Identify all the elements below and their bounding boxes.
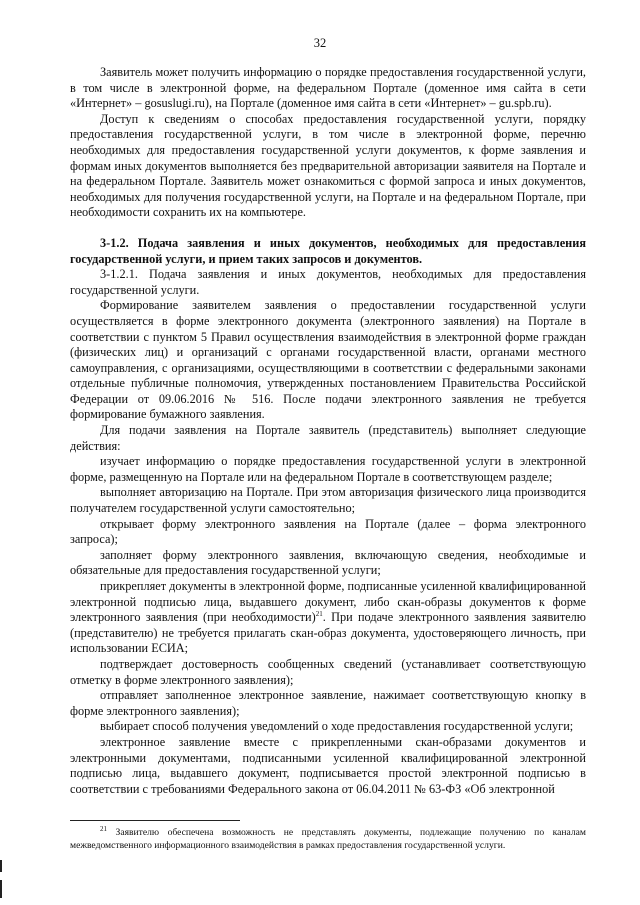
- paragraph: 3-1.2.1. Подача заявления и иных документов, необходимых для предоставления государственной услуги.: [70, 267, 586, 297]
- binding-marks: [0, 860, 4, 900]
- paragraph: изучает информацию о порядке предоставления государственной услуги в электронной форме, размещенную на Портале или на федеральном Портале в соответствующем разделе;: [70, 454, 586, 484]
- section-heading: 3-1.2. Подача заявления и иных документов, необходимых для предоставления государственной услуги, и прием таких запросов и документов.: [70, 235, 586, 266]
- paragraph: подтверждает достоверность сообщенных сведений (устанавливает соответствующую отметку в форме электронного заявления);: [70, 656, 586, 687]
- footnote-reference: 21: [315, 610, 323, 619]
- paragraph: электронное заявление вместе с прикрепленными скан-образами документов и электронными документами, подписанными усиленной квалифицированной электронной подписью лица, выдавшего документ, подписывается простой электронной подписью в соответствии с требованиями Федерального закона от 06.04.2011 № 63-ФЗ «Об электронной: [70, 734, 586, 796]
- paragraph: Доступ к сведениям о способах предоставления государственной услуги, порядку предоставления государственной услуги, в том числе в электронной форме, перечню необходимых для предоставления государственной услуги документов, к форме заявления и формам иных документов выполняется без предварительной авторизации заявителя на Портале и на федеральном Портале. Заявитель может ознакомиться с формой запроса и иных документов, необходимых для получения государственной услуги, на Портале и на федеральном Портале, при необходимости сохранить их на компьютере.: [70, 111, 586, 220]
- paragraph: Заявитель может получить информацию о порядке предоставления государственной услуги, в том числе в электронной форме, на федеральном Портале (доменное имя сайта в сети «Интернет» – gosuslugi.ru), на Портале (доменное имя сайта в сети «Интернет» – gu.spb.ru).: [70, 65, 586, 111]
- paragraph: заполняет форму электронного заявления, включающую сведения, необходимые и обязательные для предоставления государственной услуги;: [70, 547, 586, 578]
- footnote-text: Заявителю обеспечена возможность не представлять документы, подлежащие получению по каналам межведомственного информационного взаимодействия в рамках предоставления государственной услуги.: [70, 827, 586, 851]
- footnote: [70, 826, 586, 852]
- paragraph: выполняет авторизацию на Портале. При этом авторизация физического лица производится получателем государственной услуги самостоятельно;: [70, 485, 586, 516]
- paragraph-text: прикрепляет документы в электронной форме, подписанные усиленной квалифицированной электронной подписью лица, выдавшего документ, либо скан-образы документов к форме электронного заявления (при необходимости): [70, 579, 586, 625]
- body-text: [70, 65, 586, 797]
- paragraph-with-footnote: [70, 579, 586, 657]
- footnote-divider: [70, 820, 240, 821]
- paragraph: выбирает способ получения уведомлений о ходе предоставления государственной услуги;: [100, 719, 574, 734]
- footnote-number: 21: [100, 824, 107, 833]
- paragraph: открывает форму электронного заявления на Портале (далее – форма электронного запроса);: [70, 516, 586, 547]
- paragraph: Для подачи заявления на Портале заявитель (представитель) выполняет следующие действия:: [70, 423, 586, 453]
- paragraph: Формирование заявителем заявления о предоставлении государственной услуги осуществляется в форме электронного документа (электронного заявления) на Портале в соответствии с пунктом 5 Правил осуществления взаимодействия в электронной форме граждан (физических лиц) и организаций с органами государственной власти, органами местного самоуправления, с организациями, осуществляющими в соответствии с федеральными законами отдельные публичные полномочия, утвержденных постановлением Правительства Российской Федерации от 09.06.2016 № 516. После подачи электронного заявления не требуется формирование бумажного заявления.: [70, 298, 586, 422]
- page-number: 32: [313, 36, 327, 50]
- paragraph: отправляет заполненное электронное заявление, нажимает соответствующую кнопку в форме электронного заявления);: [70, 688, 586, 718]
- paragraph-text: . При подаче электронного заявления заявителю (представителю) не требуется прилагать скан-образ документа, удостоверяющего личность, при использовании ЕСИА;: [70, 610, 586, 656]
